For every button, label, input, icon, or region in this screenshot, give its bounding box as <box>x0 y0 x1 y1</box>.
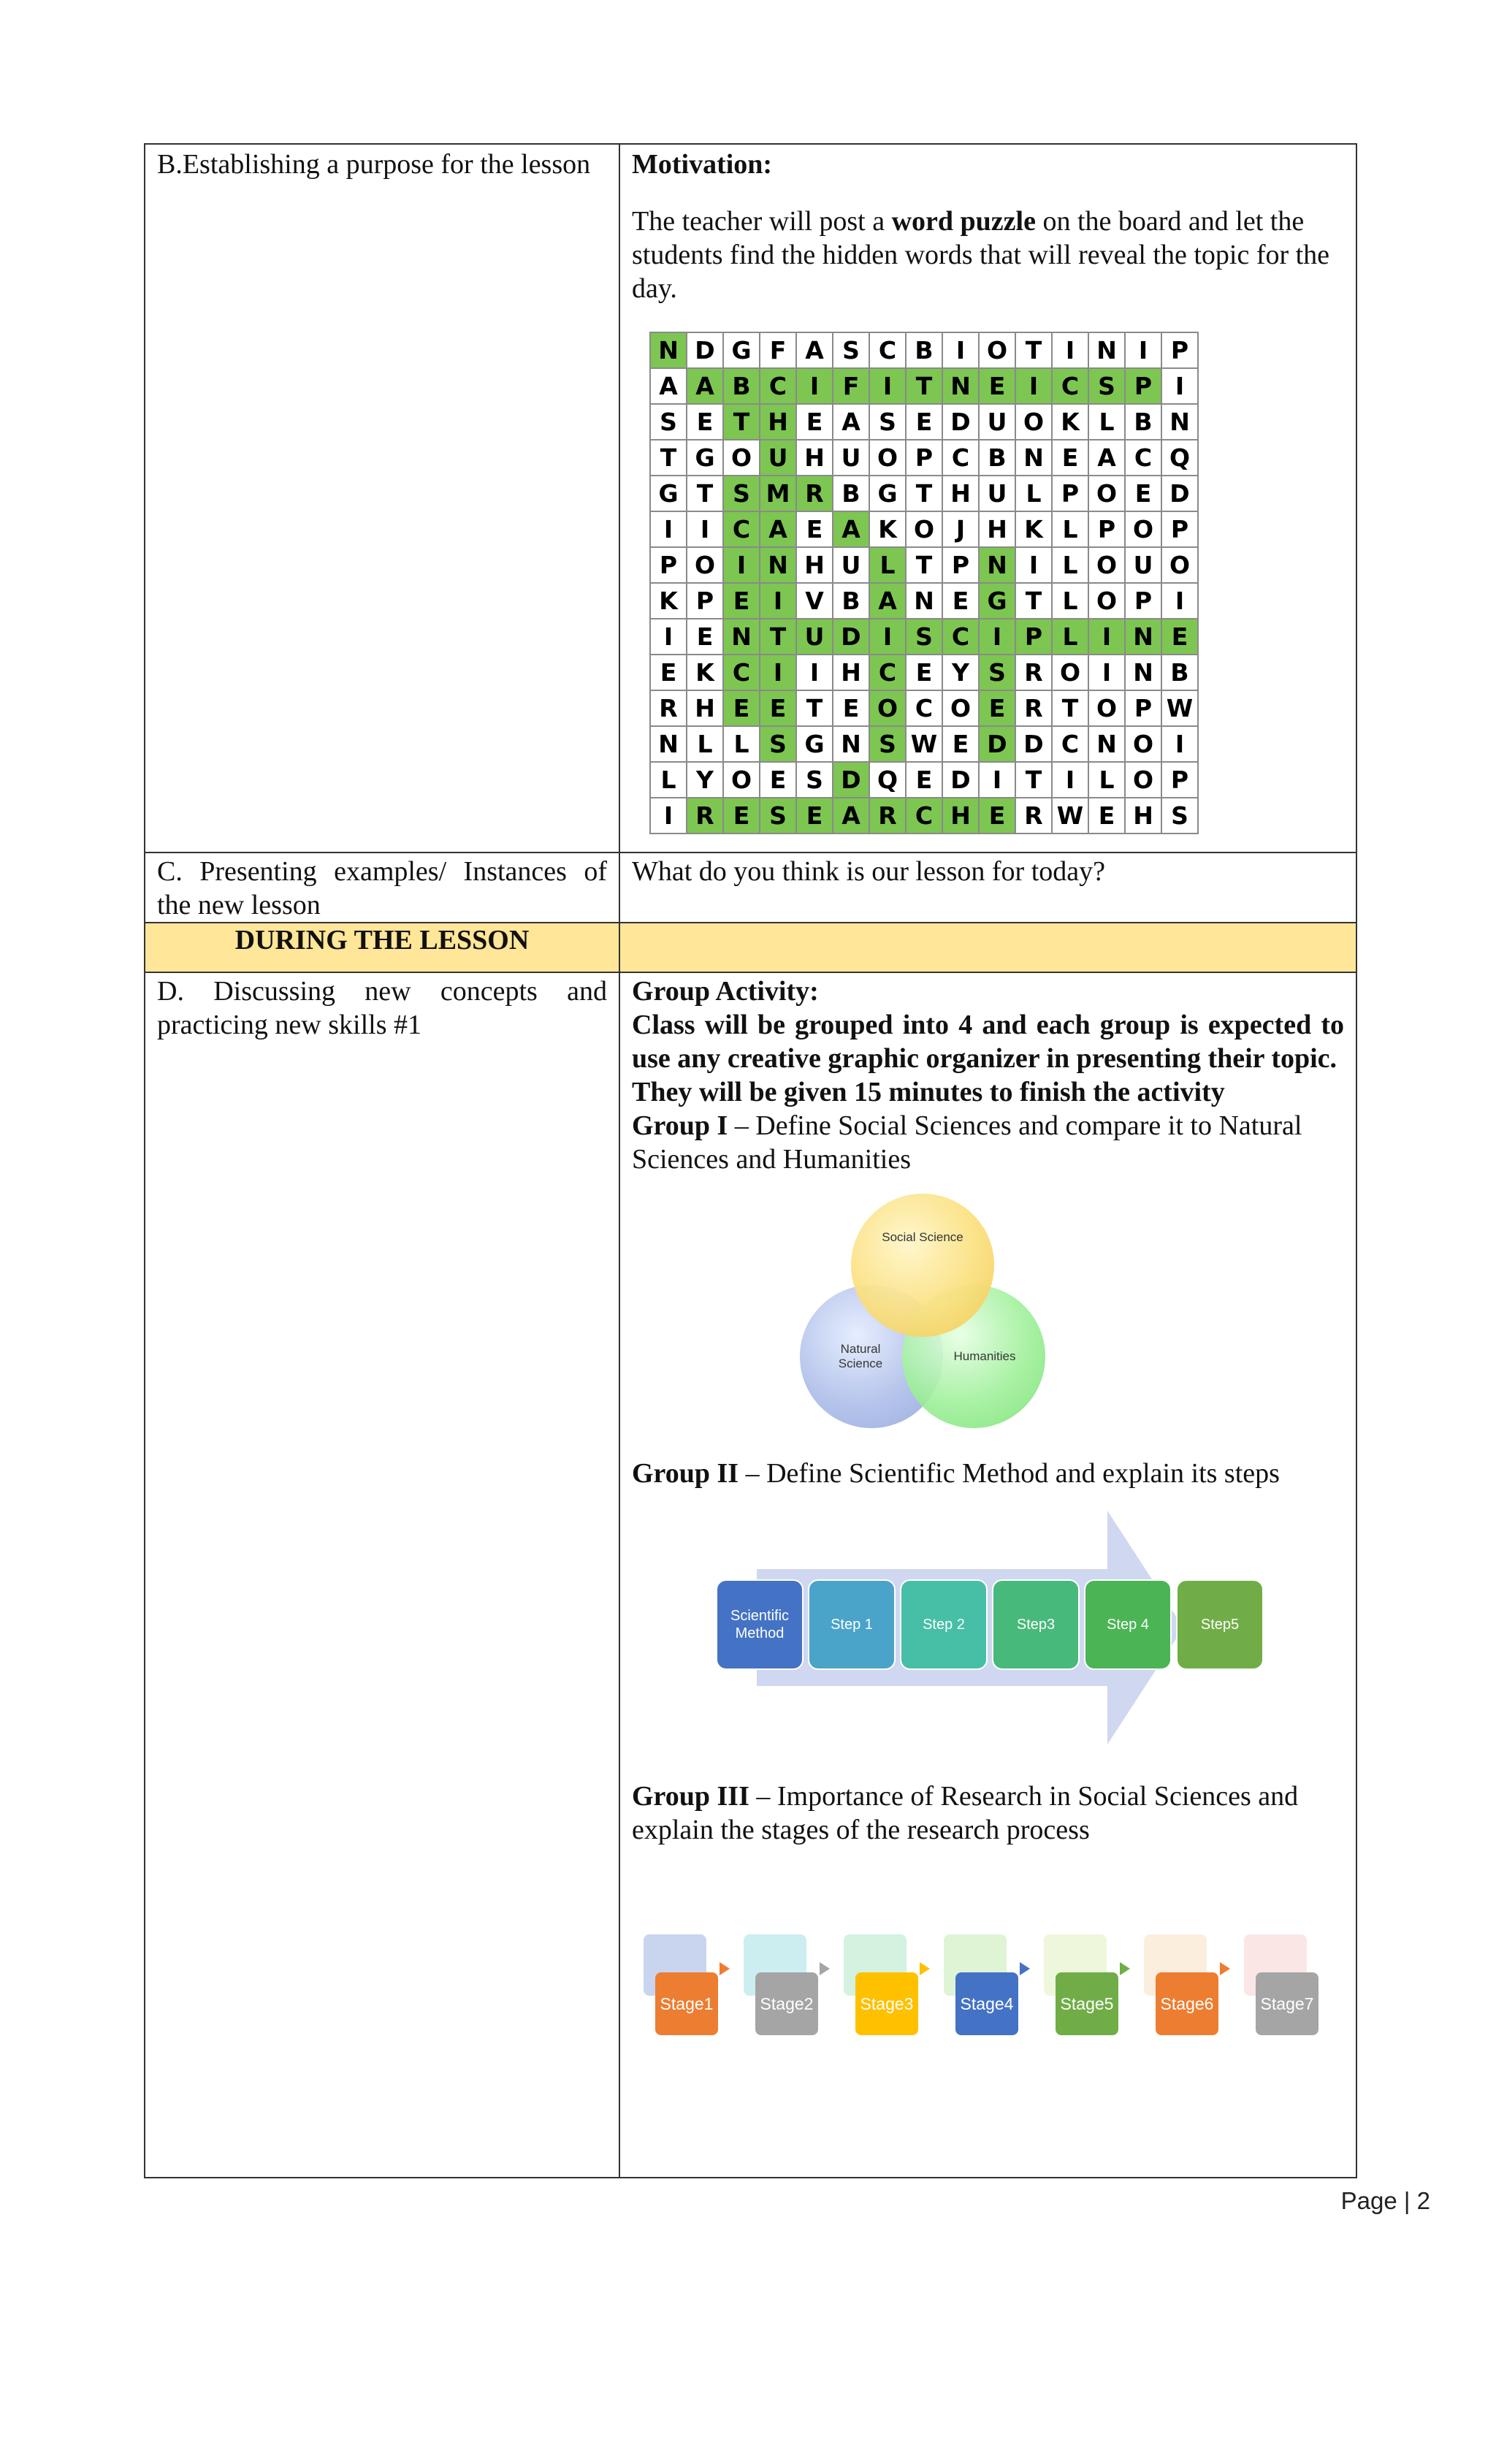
puzzle-letter: H <box>796 440 833 476</box>
puzzle-letter: R <box>869 798 906 834</box>
puzzle-letter: O <box>1125 511 1161 547</box>
puzzle-letter: H <box>979 511 1015 547</box>
puzzle-letter: G <box>796 726 833 762</box>
puzzle-letter: Y <box>687 762 723 798</box>
puzzle-letter: C <box>869 332 906 368</box>
puzzle-letter: C <box>723 511 760 547</box>
time-limit-text: They will be given 15 minutes to finish the activity <box>632 1077 1225 1107</box>
puzzle-letter: B <box>1125 404 1161 440</box>
puzzle-letter: L <box>1015 476 1052 511</box>
puzzle-letter: D <box>833 619 869 655</box>
step-box: Step 4 <box>1084 1579 1172 1670</box>
row-presenting-examples <box>145 853 1356 923</box>
puzzle-letter: G <box>869 476 906 511</box>
puzzle-letter: I <box>979 762 1015 798</box>
puzzle-letter: E <box>796 404 833 440</box>
puzzle-letter: H <box>687 690 723 726</box>
puzzle-letter: P <box>1015 619 1052 655</box>
puzzle-letter: H <box>760 404 796 440</box>
row-discussing-concepts <box>145 972 1356 2178</box>
row-c-label-cell <box>145 853 619 923</box>
puzzle-letter: O <box>723 440 760 476</box>
puzzle-letter: S <box>833 332 869 368</box>
puzzle-letter: E <box>906 655 942 690</box>
puzzle-letter: G <box>723 332 760 368</box>
puzzle-letter: B <box>1161 655 1198 690</box>
puzzle-letter: P <box>1052 476 1088 511</box>
puzzle-row <box>650 690 1198 726</box>
puzzle-letter: U <box>833 547 869 583</box>
puzzle-letter: B <box>979 440 1015 476</box>
puzzle-letter: C <box>723 655 760 690</box>
puzzle-letter: I <box>1161 368 1198 404</box>
puzzle-letter: S <box>760 726 796 762</box>
puzzle-letter: B <box>833 583 869 619</box>
puzzle-letter: H <box>942 798 979 834</box>
puzzle-letter: U <box>760 440 796 476</box>
puzzle-letter: E <box>833 690 869 726</box>
puzzle-letter: I <box>1052 762 1088 798</box>
venn-natural-science: Natural Science <box>800 1285 943 1428</box>
puzzle-letter: S <box>760 798 796 834</box>
puzzle-letter: I <box>723 547 760 583</box>
puzzle-letter: T <box>723 404 760 440</box>
puzzle-letter: O <box>1088 476 1125 511</box>
puzzle-letter: T <box>687 476 723 511</box>
venn-humanities: Humanities <box>902 1285 1045 1428</box>
puzzle-row <box>650 583 1198 619</box>
word-puzzle-grid <box>649 332 1199 834</box>
puzzle-letter: P <box>1161 332 1198 368</box>
stage-arrow-icon <box>1020 1962 1030 1975</box>
puzzle-letter: N <box>833 726 869 762</box>
step-scientific-method: Scientific Method <box>716 1579 804 1670</box>
puzzle-letter: D <box>1161 476 1198 511</box>
motivation-heading: Motivation: <box>632 149 773 180</box>
puzzle-letter: J <box>942 511 979 547</box>
puzzle-letter: A <box>833 404 869 440</box>
puzzle-letter: C <box>760 368 796 404</box>
puzzle-letter: A <box>650 368 687 404</box>
puzzle-letter: E <box>979 690 1015 726</box>
puzzle-letter: E <box>723 583 760 619</box>
puzzle-letter: K <box>1052 404 1088 440</box>
venn-diagram <box>800 1194 1048 1413</box>
puzzle-letter: A <box>687 368 723 404</box>
puzzle-letter: I <box>1088 655 1125 690</box>
puzzle-letter: H <box>833 655 869 690</box>
puzzle-letter: T <box>1052 690 1088 726</box>
puzzle-letter: I <box>942 332 979 368</box>
puzzle-letter: C <box>942 440 979 476</box>
puzzle-letter: S <box>1161 798 1198 834</box>
puzzle-letter: R <box>1015 690 1052 726</box>
puzzle-letter: P <box>687 583 723 619</box>
puzzle-letter: T <box>796 690 833 726</box>
puzzle-letter: L <box>869 547 906 583</box>
puzzle-letter: L <box>1052 583 1088 619</box>
puzzle-letter: O <box>1052 655 1088 690</box>
puzzle-letter: G <box>979 583 1015 619</box>
puzzle-letter: C <box>906 798 942 834</box>
row-d-label-cell <box>145 972 619 2178</box>
puzzle-letter: U <box>796 619 833 655</box>
puzzle-letter: T <box>1015 332 1052 368</box>
stage-arrow-icon <box>820 1962 830 1975</box>
puzzle-letter: E <box>1088 798 1125 834</box>
puzzle-letter: L <box>1052 547 1088 583</box>
puzzle-letter: A <box>796 332 833 368</box>
puzzle-letter: N <box>1015 440 1052 476</box>
puzzle-letter: P <box>1125 583 1161 619</box>
puzzle-letter: P <box>1161 511 1198 547</box>
puzzle-letter: O <box>1088 690 1125 726</box>
stage-label: Stage 5 <box>1056 1972 1118 2035</box>
row-d-content-cell <box>619 972 1356 2178</box>
puzzle-letter: E <box>1125 476 1161 511</box>
puzzle-letter: I <box>979 619 1015 655</box>
row-b-content-cell <box>619 144 1356 853</box>
puzzle-letter: T <box>906 547 942 583</box>
step-box: Step 2 <box>900 1579 988 1670</box>
puzzle-letter: O <box>906 511 942 547</box>
puzzle-letter: I <box>1052 332 1088 368</box>
puzzle-letter: P <box>906 440 942 476</box>
puzzle-letter: F <box>833 368 869 404</box>
puzzle-letter: C <box>1052 368 1088 404</box>
motivation-text: The teacher will post a word puzzle on the board and let the students find the hidden words that will reveal the topic for the day. <box>632 206 1330 304</box>
puzzle-letter: R <box>687 798 723 834</box>
puzzle-letter: T <box>760 619 796 655</box>
puzzle-letter: I <box>760 655 796 690</box>
during-lesson-empty <box>619 923 1356 972</box>
step-box: Step 1 <box>808 1579 896 1670</box>
puzzle-letter: P <box>1088 511 1125 547</box>
puzzle-letter: I <box>796 368 833 404</box>
puzzle-letter: L <box>1052 619 1088 655</box>
stage-arrow-icon <box>1120 1962 1130 1975</box>
puzzle-letter: D <box>942 762 979 798</box>
puzzle-letter: W <box>1052 798 1088 834</box>
puzzle-letter: A <box>833 511 869 547</box>
puzzle-letter: E <box>906 404 942 440</box>
puzzle-letter: D <box>1015 726 1052 762</box>
puzzle-row <box>650 332 1198 368</box>
puzzle-letter: I <box>796 655 833 690</box>
puzzle-letter: E <box>796 511 833 547</box>
puzzle-letter: L <box>1052 511 1088 547</box>
puzzle-letter: E <box>906 762 942 798</box>
puzzle-letter: S <box>1088 368 1125 404</box>
puzzle-letter: A <box>1088 440 1125 476</box>
puzzle-letter: N <box>1088 332 1125 368</box>
puzzle-letter: D <box>942 404 979 440</box>
puzzle-letter: I <box>650 511 687 547</box>
puzzle-letter: L <box>1088 404 1125 440</box>
puzzle-letter: U <box>833 440 869 476</box>
puzzle-letter: P <box>650 547 687 583</box>
stage-arrow-icon <box>720 1962 730 1975</box>
puzzle-letter: E <box>723 690 760 726</box>
puzzle-letter: I <box>1015 547 1052 583</box>
puzzle-letter: O <box>1125 762 1161 798</box>
puzzle-letter: O <box>723 762 760 798</box>
puzzle-row <box>650 511 1198 547</box>
puzzle-letter: I <box>1015 368 1052 404</box>
puzzle-letter: E <box>796 798 833 834</box>
puzzle-letter: A <box>833 798 869 834</box>
puzzle-letter: G <box>687 440 723 476</box>
puzzle-letter: W <box>906 726 942 762</box>
puzzle-letter: N <box>1125 619 1161 655</box>
puzzle-letter: E <box>942 583 979 619</box>
puzzle-row <box>650 547 1198 583</box>
row-c-question: What do you think is our lesson for today? <box>632 856 1106 887</box>
puzzle-letter: N <box>723 619 760 655</box>
puzzle-letter: I <box>1088 619 1125 655</box>
puzzle-letter: T <box>906 476 942 511</box>
puzzle-letter: S <box>796 762 833 798</box>
puzzle-letter: O <box>1125 726 1161 762</box>
puzzle-letter: O <box>1088 547 1125 583</box>
puzzle-letter: L <box>1088 762 1125 798</box>
puzzle-letter: Q <box>869 762 906 798</box>
puzzle-letter: L <box>687 726 723 762</box>
puzzle-letter: O <box>979 332 1015 368</box>
scientific-method-diagram <box>716 1511 1286 1744</box>
puzzle-letter: T <box>1015 583 1052 619</box>
step-box: Step3 <box>992 1579 1080 1670</box>
puzzle-letter: N <box>760 547 796 583</box>
puzzle-letter: D <box>833 762 869 798</box>
puzzle-letter: A <box>760 511 796 547</box>
row-c-label: C. Presenting examples/ Instances of the new lesson <box>157 856 607 920</box>
puzzle-letter: E <box>723 798 760 834</box>
puzzle-letter: I <box>869 368 906 404</box>
puzzle-letter: S <box>906 619 942 655</box>
stage-label: Stage 7 <box>1256 1972 1318 2035</box>
puzzle-row <box>650 798 1198 834</box>
word-puzzle-term: word puzzle <box>891 206 1036 237</box>
puzzle-letter: K <box>869 511 906 547</box>
puzzle-letter: E <box>687 619 723 655</box>
puzzle-letter: I <box>1161 726 1198 762</box>
puzzle-letter: K <box>687 655 723 690</box>
puzzle-letter: K <box>650 583 687 619</box>
research-stages-diagram <box>644 1934 1345 2051</box>
page-number: Page | 2 <box>1340 2187 1430 2214</box>
puzzle-letter: N <box>979 547 1015 583</box>
puzzle-letter: N <box>906 583 942 619</box>
puzzle-letter: O <box>1088 583 1125 619</box>
puzzle-letter: U <box>979 476 1015 511</box>
puzzle-row <box>650 619 1198 655</box>
group-1-text: Group I – Define Social Sciences and compare it to Natural Sciences and Humanities <box>632 1110 1302 1175</box>
row-b-label: B.Establishing a purpose for the lesson <box>157 149 591 180</box>
puzzle-letter: O <box>869 440 906 476</box>
puzzle-letter: H <box>942 476 979 511</box>
puzzle-letter: S <box>869 404 906 440</box>
puzzle-row <box>650 476 1198 511</box>
group-3-text: Group III – Importance of Research in Social Sciences and explain the stages of the research process <box>632 1781 1299 1845</box>
stage-label: Stage 4 <box>955 1972 1018 2035</box>
stage-label: Stage 6 <box>1156 1972 1218 2035</box>
puzzle-row <box>650 655 1198 690</box>
puzzle-letter: T <box>650 440 687 476</box>
puzzle-letter: B <box>906 332 942 368</box>
puzzle-letter: P <box>1125 690 1161 726</box>
puzzle-row <box>650 368 1198 404</box>
puzzle-letter: L <box>723 726 760 762</box>
puzzle-letter: N <box>650 726 687 762</box>
puzzle-letter: O <box>1161 547 1198 583</box>
puzzle-letter: E <box>942 726 979 762</box>
puzzle-row <box>650 726 1198 762</box>
puzzle-letter: E <box>760 690 796 726</box>
puzzle-row <box>650 440 1198 476</box>
puzzle-letter: H <box>796 547 833 583</box>
puzzle-letter: E <box>1052 440 1088 476</box>
puzzle-letter: W <box>1161 690 1198 726</box>
puzzle-letter: K <box>1015 511 1052 547</box>
puzzle-letter: F <box>760 332 796 368</box>
puzzle-letter: E <box>650 655 687 690</box>
puzzle-letter: D <box>979 726 1015 762</box>
puzzle-letter: R <box>1015 798 1052 834</box>
step-box: Step5 <box>1176 1579 1264 1670</box>
puzzle-letter: P <box>1125 368 1161 404</box>
puzzle-letter: E <box>979 798 1015 834</box>
puzzle-letter: U <box>979 404 1015 440</box>
puzzle-letter: I <box>1161 583 1198 619</box>
puzzle-letter: T <box>906 368 942 404</box>
puzzle-letter: A <box>869 583 906 619</box>
puzzle-letter: N <box>1088 726 1125 762</box>
puzzle-letter: T <box>1015 762 1052 798</box>
puzzle-letter: G <box>650 476 687 511</box>
group-activity-text: Class will be grouped into 4 and each group is expected to use any creative graphic organizer in presenting their topic. <box>632 1010 1344 1074</box>
puzzle-letter: E <box>760 762 796 798</box>
puzzle-letter: N <box>1161 404 1198 440</box>
puzzle-letter: C <box>1125 440 1161 476</box>
puzzle-letter: I <box>869 619 906 655</box>
puzzle-letter: I <box>1125 332 1161 368</box>
during-lesson-label: DURING THE LESSON <box>145 923 619 972</box>
puzzle-letter: B <box>833 476 869 511</box>
puzzle-letter: B <box>723 368 760 404</box>
puzzle-letter: Q <box>1161 440 1198 476</box>
venn-social-science: Social Science <box>851 1194 994 1337</box>
puzzle-letter: S <box>650 404 687 440</box>
puzzle-letter: E <box>1161 619 1198 655</box>
lesson-plan-table <box>144 143 1357 2178</box>
puzzle-letter: P <box>1161 762 1198 798</box>
puzzle-letter: O <box>942 690 979 726</box>
puzzle-letter: R <box>796 476 833 511</box>
puzzle-row <box>650 762 1198 798</box>
puzzle-letter: S <box>869 726 906 762</box>
puzzle-letter: E <box>687 404 723 440</box>
during-lesson-band <box>145 923 1356 972</box>
puzzle-letter: H <box>1125 798 1161 834</box>
puzzle-letter: N <box>650 332 687 368</box>
stage-label: Stage 1 <box>655 1972 718 2035</box>
puzzle-letter: D <box>687 332 723 368</box>
puzzle-letter: S <box>979 655 1015 690</box>
puzzle-letter: I <box>650 798 687 834</box>
puzzle-letter: M <box>760 476 796 511</box>
stage-label: Stage 3 <box>855 1972 918 2035</box>
stage-label: Stage 2 <box>755 1972 818 2035</box>
puzzle-letter: E <box>979 368 1015 404</box>
puzzle-letter: C <box>906 690 942 726</box>
puzzle-letter: L <box>650 762 687 798</box>
puzzle-letter: I <box>650 619 687 655</box>
puzzle-letter: C <box>869 655 906 690</box>
puzzle-letter: U <box>1125 547 1161 583</box>
row-establishing-purpose <box>145 144 1356 853</box>
stage-arrow-icon <box>920 1962 930 1975</box>
puzzle-letter: O <box>687 547 723 583</box>
puzzle-letter: R <box>650 690 687 726</box>
puzzle-letter: I <box>687 511 723 547</box>
stage-arrow-icon <box>1220 1962 1230 1975</box>
row-c-content-cell <box>619 853 1356 923</box>
group-activity-title: Group Activity: <box>632 976 819 1007</box>
puzzle-letter: R <box>1015 655 1052 690</box>
puzzle-letter: C <box>942 619 979 655</box>
group-2-text: Group II – Define Scientific Method and explain its steps <box>632 1458 1280 1489</box>
puzzle-letter: C <box>1052 726 1088 762</box>
puzzle-letter: N <box>1125 655 1161 690</box>
puzzle-letter: O <box>1015 404 1052 440</box>
puzzle-letter: I <box>760 583 796 619</box>
puzzle-letter: N <box>942 368 979 404</box>
row-d-label: D. Discussing new concepts and practicing new skills #1 <box>157 976 607 1040</box>
row-b-label-cell <box>145 144 619 853</box>
puzzle-letter: Y <box>942 655 979 690</box>
puzzle-letter: P <box>942 547 979 583</box>
puzzle-letter: O <box>869 690 906 726</box>
puzzle-row <box>650 404 1198 440</box>
puzzle-letter: V <box>796 583 833 619</box>
puzzle-letter: S <box>723 476 760 511</box>
